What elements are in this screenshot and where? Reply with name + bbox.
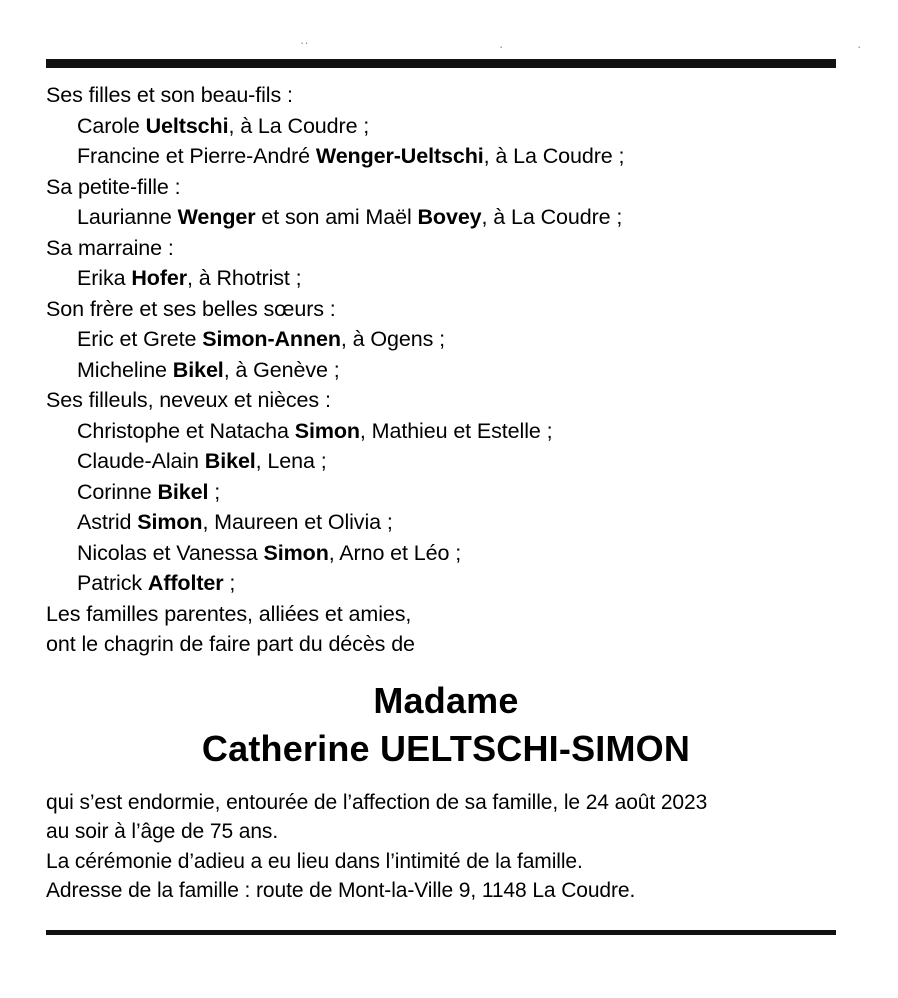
line-text: Erika	[77, 266, 132, 290]
line-text: ;	[223, 571, 236, 595]
notice-line	[46, 568, 846, 599]
line-text: , à La Coudre ;	[481, 205, 623, 229]
top-divider-rule	[46, 59, 836, 68]
line-text: Astrid	[77, 510, 138, 534]
surname-text: Ueltschi	[145, 113, 229, 138]
surname-text: Wenger	[177, 205, 256, 229]
line-text: Les familles parentes, alliées et amies,	[46, 601, 412, 626]
line-text: Eric et Grete	[77, 327, 203, 351]
notice-line	[46, 141, 846, 172]
surname-text: Bikel	[172, 357, 224, 382]
notice-line	[46, 294, 846, 325]
notice-line	[46, 446, 846, 477]
line-text: , à Rhotrist ;	[187, 266, 302, 290]
line-text: ;	[208, 479, 221, 504]
notice-line	[46, 629, 846, 660]
line-text: Carole	[77, 113, 146, 138]
line-text: Nicolas et Vanessa	[77, 540, 264, 565]
surname-text: Simon	[294, 418, 360, 443]
surname-text: Bikel	[157, 479, 209, 504]
line-text: Laurianne	[77, 205, 178, 229]
line-text: Ses filles et son beau-fils :	[46, 83, 293, 107]
notice-line	[46, 111, 846, 142]
surname-text: Wenger-Ueltschi	[315, 144, 484, 168]
notice-line	[46, 416, 846, 447]
notice-line	[46, 80, 846, 111]
line-text: , Arno et Léo ;	[328, 540, 462, 565]
notice-body	[46, 80, 846, 906]
notice-line	[46, 599, 846, 630]
notice-line	[46, 538, 846, 569]
notice-line	[46, 507, 846, 538]
closing-line: qui s’est endormie, entourée de l’affection de sa famille, le 24 août 2023	[46, 790, 708, 814]
scan-mark-middle: ·	[499, 39, 504, 54]
honorific-title: Madame	[373, 679, 519, 721]
line-text: , à Genève ;	[223, 357, 340, 382]
line-text: Christophe et Natacha	[77, 418, 295, 443]
notice-line	[46, 233, 846, 264]
line-text: et son ami Maël	[255, 205, 418, 229]
closing-paragraph	[46, 788, 846, 906]
line-text: , Lena ;	[255, 449, 327, 473]
surname-text: Hofer	[131, 266, 188, 290]
line-text: Son frère et ses belles sœurs :	[46, 296, 336, 321]
closing-line: La cérémonie d’adieu a eu lieu dans l’intimité de la famille.	[46, 849, 583, 873]
notice-line	[46, 172, 846, 203]
notice-line	[46, 263, 846, 294]
family-listing	[46, 80, 846, 660]
deceased-heading	[46, 678, 846, 774]
line-text: , à La Coudre ;	[483, 144, 625, 168]
line-text: Claude-Alain	[77, 449, 205, 473]
surname-text: Bovey	[417, 205, 482, 229]
scan-mark-right: ·	[857, 39, 862, 54]
line-text: Sa marraine :	[46, 235, 174, 260]
line-text: , à La Coudre ;	[228, 113, 370, 138]
line-text: Micheline	[77, 357, 173, 382]
surname-text: Affolter	[147, 571, 224, 595]
line-text: , à Ogens ;	[340, 327, 445, 351]
scan-mark-left: ··	[300, 35, 309, 50]
surname-text: Simon-Annen	[202, 327, 341, 351]
line-text: , Maureen et Olivia ;	[202, 510, 393, 534]
line-text: ont le chagrin de faire part du décès de	[46, 632, 415, 656]
line-text: Patrick	[77, 571, 148, 595]
scan-artifact-marks	[0, 36, 898, 52]
line-text: , Mathieu et Estelle ;	[359, 418, 553, 443]
notice-line	[46, 385, 846, 416]
closing-line: au soir à l’âge de 75 ans.	[46, 820, 279, 843]
closing-line: Adresse de la famille : route de Mont-la-Ville 9, 1148 La Coudre.	[46, 879, 636, 902]
bottom-divider-rule	[46, 930, 836, 935]
line-text: Ses filleuls, neveux et nièces :	[46, 388, 331, 412]
line-text: Sa petite-fille :	[46, 174, 181, 199]
notice-line	[46, 355, 846, 386]
deceased-full-name: Catherine UELTSCHI-SIMON	[201, 727, 691, 769]
surname-text: Simon	[263, 540, 329, 565]
notice-line	[46, 202, 846, 233]
notice-line	[46, 477, 846, 508]
line-text: Francine et Pierre-André	[77, 144, 316, 168]
surname-text: Bikel	[204, 449, 256, 473]
surname-text: Simon	[137, 510, 203, 534]
line-text: Corinne	[77, 479, 158, 504]
notice-line	[46, 324, 846, 355]
